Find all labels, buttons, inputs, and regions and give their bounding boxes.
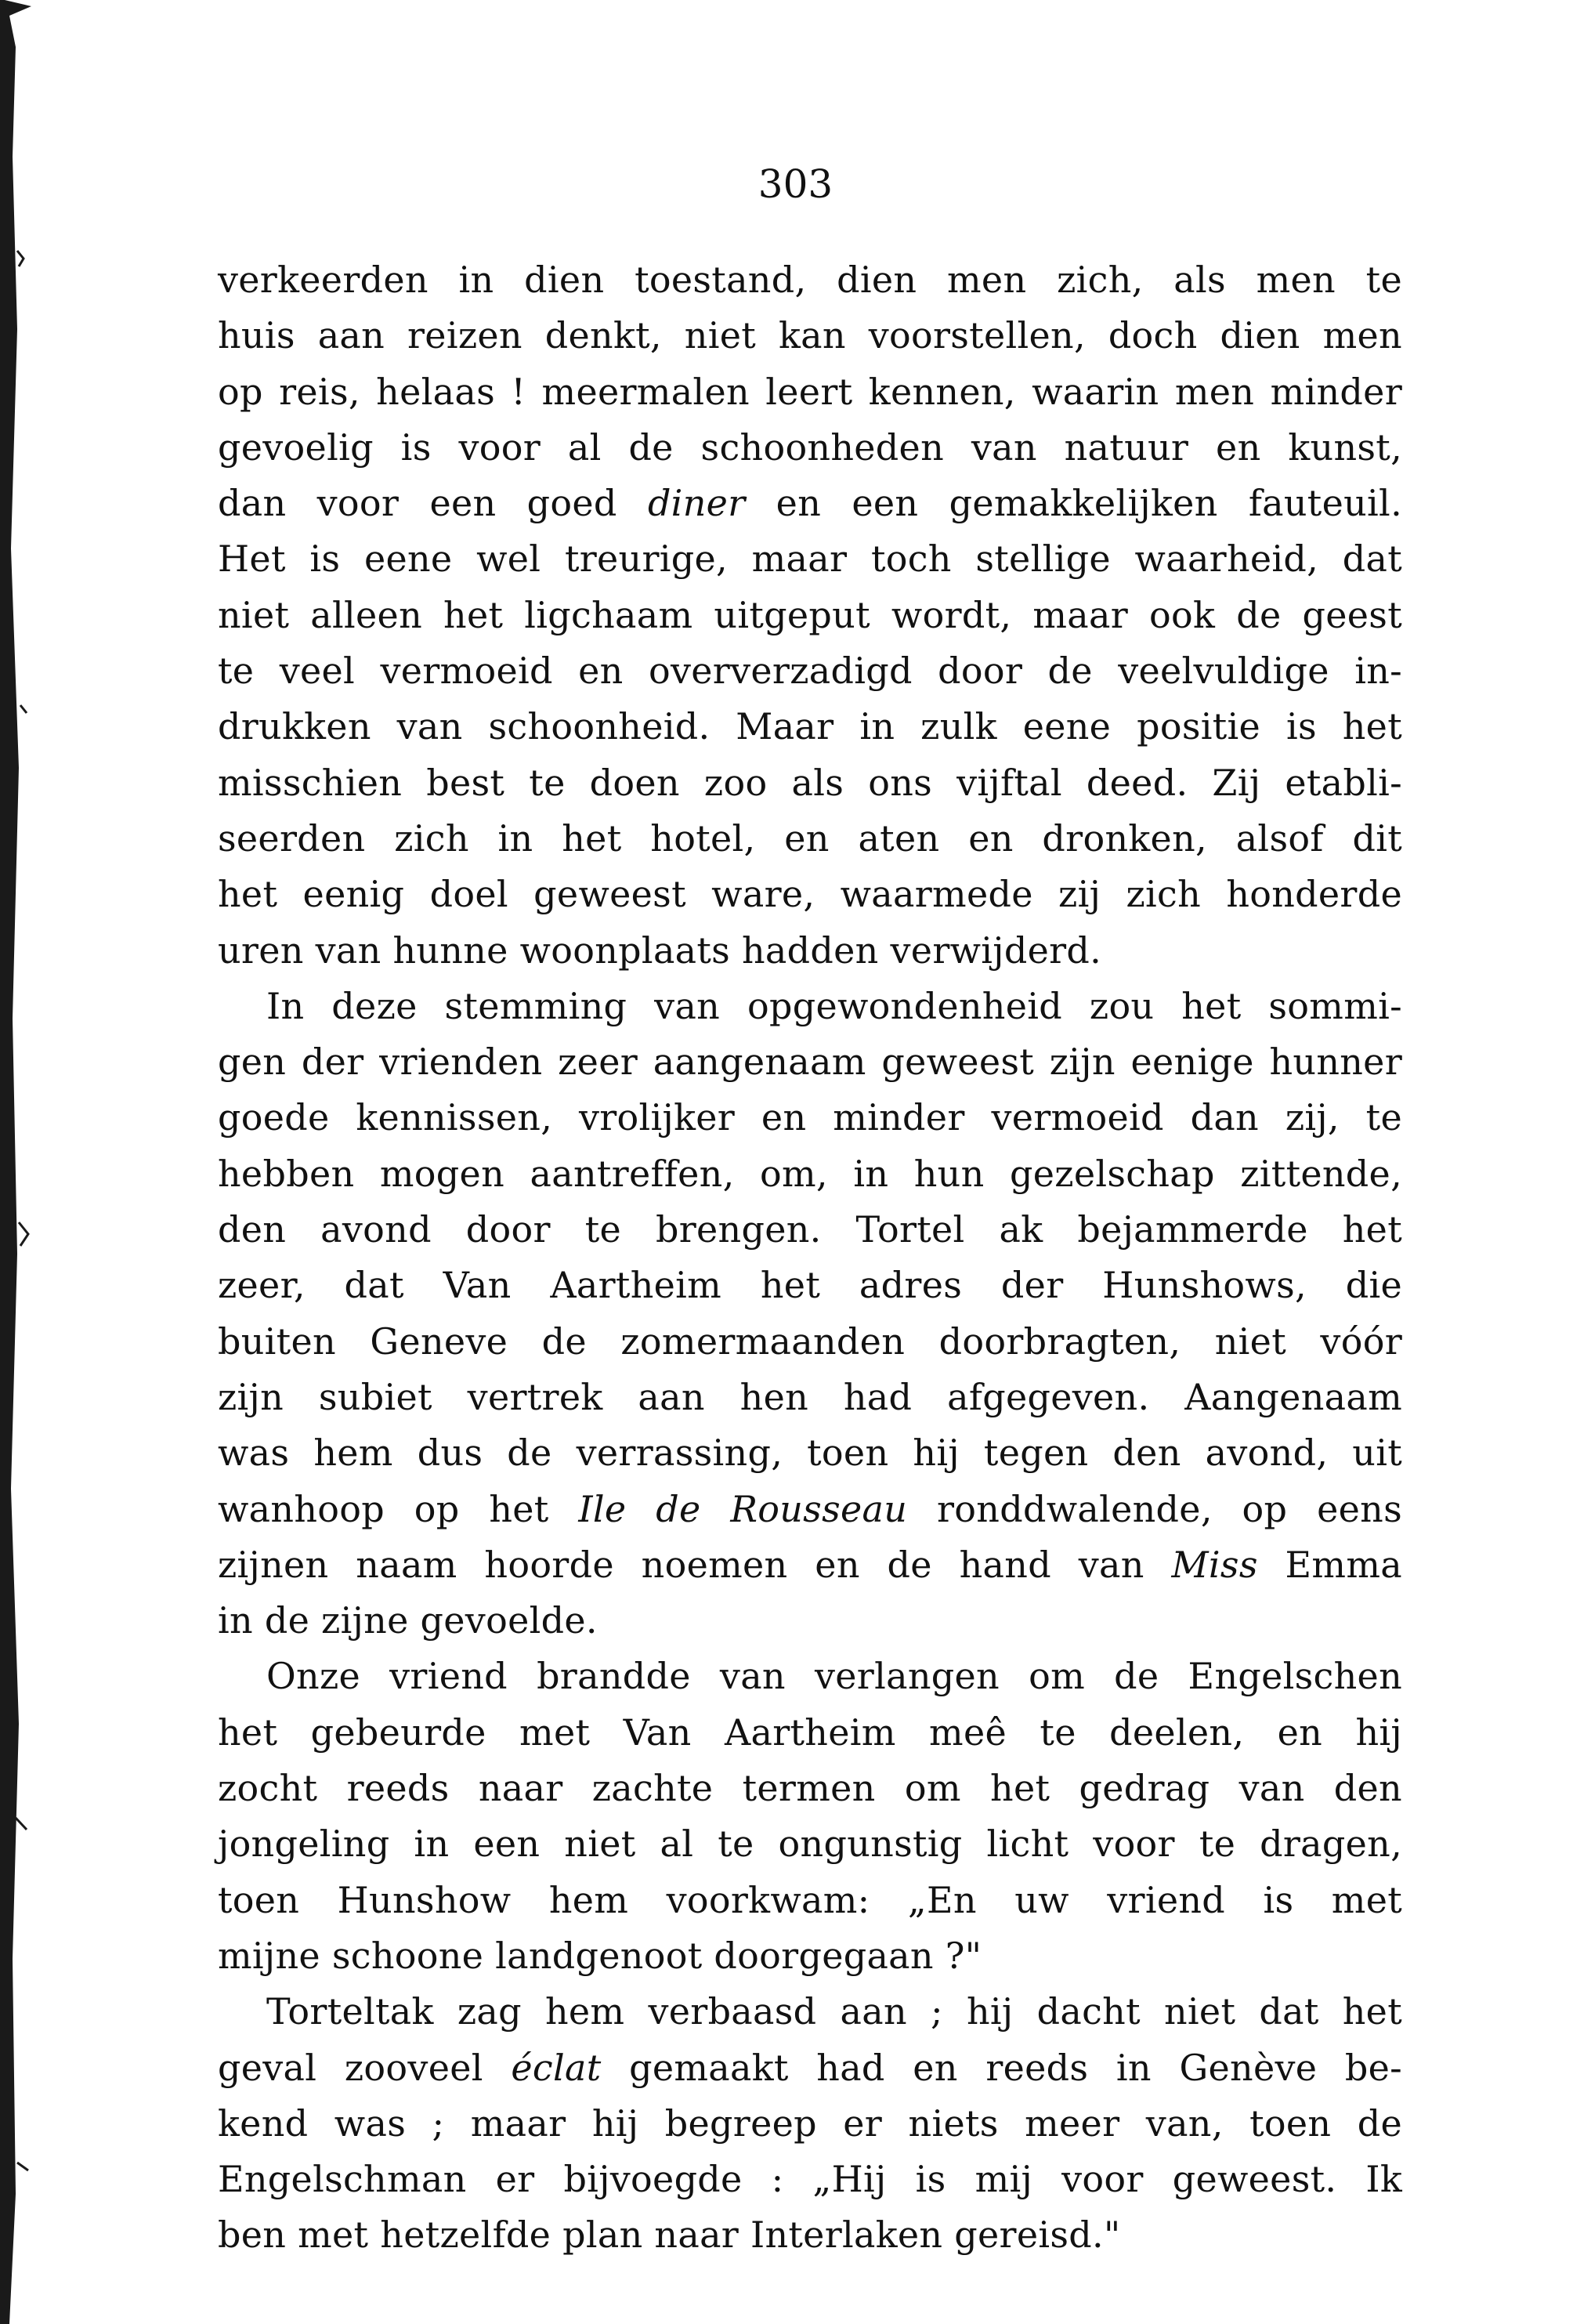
text-line: in de zijne gevoelde.: [218, 1599, 598, 1642]
text-line: Het is eene wel treurige, maar toch stellige waarheid, dat: [218, 538, 1402, 581]
text-line: verkeerden in dien toestand, dien men zich, als men te: [218, 259, 1402, 301]
text-line: was hem dus de verrassing, toen hij tegen den avond, uit: [218, 1432, 1402, 1475]
text-line: kend was ; maar hij begreep er niets meer van, toen de: [218, 2101, 1402, 2145]
paragraph: [218, 1984, 1402, 2263]
text-line: niet alleen het ligchaam uitgeput wordt, maar ook de geest: [218, 593, 1402, 636]
text-line: jongeling in een niet al te ongunstig licht voor te dragen,: [218, 1823, 1402, 1866]
text-line: In deze stemming van opgewondenheid zou het sommi-: [266, 984, 1402, 1027]
text-line: seerden zich in het hotel, en aten en dronken, alsof dit: [218, 816, 1402, 860]
text-line: goede kennissen, vrolijker en minder vermoeid dan zij, te: [218, 1096, 1402, 1139]
text-line: dan voor een goed diner en een gemakkelijken fauteuil.: [218, 482, 1402, 525]
italic-term: Miss: [1171, 1543, 1258, 1586]
paragraph: [218, 979, 1402, 1649]
body-text: [218, 252, 1402, 2264]
text-line: te veel vermoeid en oververzadigd door de veelvuldige in-: [218, 650, 1402, 693]
text-line: op reis, helaas ! meermalen leert kennen, waarin men minder: [218, 370, 1402, 413]
text-line: het eenig doel geweest ware, waarmede zij zich honderde: [218, 873, 1402, 916]
text-line: hebben mogen aantreffen, om, in hun gezelschap zittende,: [218, 1152, 1402, 1195]
text-line: het gebeurde met Van Aartheim meê te deelen, en hij: [218, 1710, 1402, 1754]
text-line: mijne schoone landgenoot doorgegaan ?": [218, 1934, 982, 1977]
text-line: Torteltak zag hem verbaasd aan ; hij dacht niet dat het: [266, 1990, 1402, 2033]
text-line: gevoelig is voor al de schoonheden van natuur en kunst,: [218, 425, 1402, 469]
italic-term: éclat: [511, 2046, 602, 2089]
text-line: zijnen naam hoorde noemen en de hand van Miss Emma: [218, 1543, 1402, 1586]
page-number: 303: [758, 161, 833, 207]
text-line: den avond door te brengen. Tortel ak bejammerde het: [218, 1208, 1402, 1251]
text-line: huis aan reizen denkt, niet kan voorstellen, doch dien men: [218, 314, 1402, 357]
paragraph: [218, 1649, 1402, 1984]
text-line: zeer, dat Van Aartheim het adres der Hunshows, die: [218, 1264, 1402, 1307]
text-line: ben met hetzelfde plan naar Interlaken gereisd.": [218, 2214, 1121, 2257]
italic-term: diner: [647, 482, 746, 525]
text-line: geval zooveel éclat gemaakt had en reeds in Genève be-: [218, 2046, 1402, 2089]
text-line: gen der vrienden zeer aangenaam geweest zijn eenige hunner: [218, 1041, 1402, 1084]
text-line: Engelschman er bijvoegde : „Hij is mij voor geweest. Ik: [218, 2158, 1402, 2201]
page-binding-edge: [0, 0, 36, 2324]
paragraph: [218, 252, 1402, 979]
text-line: toen Hunshow hem voorkwam: „En uw vriend is met: [218, 1878, 1402, 1921]
text-line: Onze vriend brandde van verlangen om de Engelschen: [266, 1655, 1402, 1698]
italic-term: Ile de Rousseau: [578, 1487, 908, 1530]
text-line: uren van hunne woonplaats hadden verwijderd.: [218, 929, 1102, 972]
text-line: zijn subiet vertrek aan hen had afgegeven. Aangenaam: [218, 1375, 1402, 1418]
text-line: misschien best te doen zoo als ons vijftal deed. Zij etabli-: [218, 761, 1402, 804]
text-line: zocht reeds naar zachte termen om het gedrag van den: [218, 1767, 1402, 1810]
text-line: buiten Geneve de zomermaanden doorbragten, niet vóór: [218, 1319, 1402, 1363]
text-line: drukken van schoonheid. Maar in zulk eene positie is het: [218, 705, 1402, 748]
text-line: wanhoop op het Ile de Rousseau ronddwalende, op eens: [218, 1487, 1402, 1530]
